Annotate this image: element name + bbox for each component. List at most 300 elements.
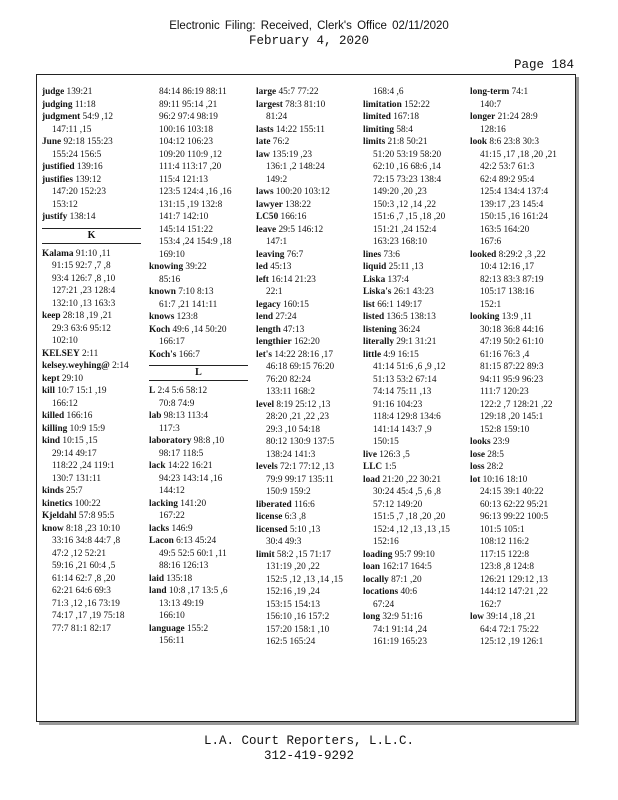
index-term: liquid — [363, 262, 387, 272]
index-reference: 98:13 113:4 — [161, 411, 209, 421]
index-reference: 96:13 99:22 100:5 — [480, 512, 549, 522]
index-term: look — [470, 137, 488, 147]
index-reference: 77:7 81:1 82:17 — [52, 623, 111, 634]
index-reference: 23:9 — [490, 437, 510, 447]
index-reference: 13:13 49:19 — [159, 598, 204, 609]
index-entry — [42, 136, 141, 161]
index-term: let's — [256, 349, 273, 360]
index-entry — [149, 535, 248, 573]
index-reference: 155:24 156:5 — [52, 149, 102, 160]
index-reference: 14:22 28:16 ,17 — [272, 349, 333, 360]
index-term: little — [363, 349, 382, 360]
index-reference: 8:6 23:8 30:3 — [487, 137, 539, 147]
index-entry — [42, 523, 141, 636]
index-reference: 2:14 — [109, 361, 129, 371]
index-reference: 126:21 129:12 ,13 — [480, 574, 548, 585]
index-reference: 138:14 — [67, 212, 96, 222]
index-entry-line — [256, 136, 355, 149]
index-term: KELSEY — [42, 348, 80, 359]
index-entry — [470, 311, 569, 436]
index-reference: 117:3 — [159, 423, 180, 434]
index-reference: 141:14 143:7 ,9 — [373, 424, 432, 435]
index-reference: 10:16 18:10 — [480, 474, 528, 485]
index-term: license — [256, 512, 283, 522]
index-entry — [149, 460, 248, 498]
index-term: June — [42, 137, 62, 147]
index-entry — [470, 86, 569, 111]
index-entry — [42, 498, 141, 511]
index-entry-line — [470, 449, 569, 462]
index-entry-line — [42, 410, 141, 423]
index-entry-line — [256, 86, 355, 99]
index-reference: 166:12 — [52, 398, 78, 409]
index-reference: 71:3 ,12 ,16 73:19 — [52, 598, 120, 609]
index-term: Lacon — [149, 536, 174, 546]
index-reference: 6:3 ,8 — [282, 512, 306, 522]
index-reference: 32:9 51:16 — [380, 612, 423, 622]
index-entry-line — [42, 348, 141, 361]
index-reference: 21:24 28:9 — [495, 112, 538, 122]
index-reference: 62:21 64:6 69:3 — [52, 586, 111, 596]
index-reference: 118:22 ,24 119:1 — [52, 461, 115, 471]
index-reference: 47:2 ,12 52:21 — [52, 548, 106, 559]
index-entry-line — [256, 99, 355, 112]
index-reference: 29:5 146:12 — [276, 224, 324, 235]
index-term: looks — [470, 437, 491, 447]
index-term: lab — [149, 411, 162, 421]
index-reference: 6:13 45:24 — [173, 536, 217, 546]
index-reference: 74:14 75:11 ,13 — [373, 387, 432, 397]
index-term: lend — [256, 312, 274, 322]
index-entry-line — [363, 311, 462, 324]
index-entry-line — [256, 549, 355, 562]
index-entry-line — [149, 573, 248, 586]
index-reference: 150:15 — [373, 437, 399, 447]
index-reference: 152:5 ,12 ,13 ,14 ,15 — [266, 574, 343, 585]
index-term: lengthier — [256, 337, 292, 347]
index-entry-line — [363, 124, 462, 137]
index-entry — [363, 286, 462, 299]
index-term: kinetics — [42, 498, 73, 509]
index-reference: 125:4 134:4 137:4 — [480, 187, 549, 197]
index-entry-line — [256, 511, 355, 524]
index-entry — [363, 549, 462, 562]
index-column-1 — [42, 86, 141, 714]
index-entry — [363, 299, 462, 312]
index-reference: 87:1 ,20 — [388, 574, 422, 585]
index-column-4 — [363, 86, 462, 714]
index-entry — [42, 161, 141, 174]
index-term: locally — [363, 574, 389, 585]
index-reference: 42:2 53:7 61:3 — [480, 162, 535, 172]
index-reference: 2:4 5:6 58:12 — [155, 386, 208, 396]
index-term: late — [256, 137, 271, 147]
index-term: longer — [470, 112, 496, 122]
index-term: limitation — [363, 99, 402, 110]
index-entry — [470, 474, 569, 612]
index-reference: 72:15 73:23 138:4 — [373, 174, 442, 185]
index-entry-line — [470, 311, 569, 324]
index-term: kept — [42, 373, 60, 384]
index-reference: 92:18 155:23 — [61, 137, 113, 147]
index-reference: 162:17 164:5 — [380, 562, 432, 572]
index-entry-line — [470, 611, 569, 624]
index-reference: 105:17 138:16 — [480, 287, 534, 297]
index-entry-line — [256, 186, 355, 199]
index-reference: 136:5 138:13 — [384, 312, 436, 322]
index-reference: 79:9 99:17 135:11 — [266, 474, 334, 485]
index-entry — [256, 124, 355, 137]
index-reference: 153:4 ,24 154:9 ,18 — [159, 237, 232, 247]
index-term: justified — [42, 162, 75, 172]
index-entry-line — [256, 149, 355, 162]
index-entry-line — [42, 248, 141, 261]
index-reference: 151:6 ,7 ,15 ,18 ,20 — [373, 212, 446, 222]
index-reference: 95:7 99:10 — [392, 549, 435, 560]
index-reference: 108:12 116:2 — [480, 537, 529, 547]
index-reference: 45:7 77:22 — [276, 87, 319, 97]
index-reference: 26:1 43:23 — [391, 287, 434, 297]
index-entry-line — [256, 349, 355, 362]
index-entry-line — [256, 224, 355, 237]
index-reference: 80:12 130:9 137:5 — [266, 437, 335, 447]
index-reference: 98:17 118:5 — [159, 448, 204, 459]
index-reference: 47:13 — [280, 324, 305, 335]
index-entry-line — [42, 360, 141, 373]
index-entry — [256, 311, 355, 324]
index-entry-line — [149, 385, 248, 398]
index-term: limiting — [363, 124, 394, 135]
index-reference: 88:16 126:13 — [159, 561, 209, 571]
index-reference: 147:11 ,15 — [52, 124, 92, 135]
index-entry-line — [256, 524, 355, 537]
index-term: led — [256, 262, 268, 272]
index-entry-line — [363, 349, 462, 362]
index-reference: 109:20 110:9 ,12 — [159, 149, 222, 160]
index-reference: 5:10 ,13 — [287, 524, 321, 535]
index-term: knowing — [149, 262, 184, 272]
index-term: LC50 — [256, 212, 279, 222]
index-term: list — [363, 299, 375, 310]
index-entry-line — [256, 499, 355, 512]
index-reference: 129:18 ,20 145:1 — [480, 412, 544, 422]
index-entry-line — [149, 585, 248, 598]
index-entry — [42, 423, 141, 436]
index-entry — [256, 186, 355, 199]
index-reference: 123:8 ,8 124:8 — [480, 562, 534, 572]
index-entry — [363, 86, 462, 99]
index-reference: 152:8 159:10 — [480, 424, 530, 435]
filing-date: February 4, 2020 — [248, 34, 370, 48]
index-entry-line — [42, 136, 141, 149]
index-reference: 123:8 — [174, 312, 198, 322]
index-reference: 51:13 53:2 67:14 — [373, 374, 437, 385]
index-term: language — [149, 623, 185, 634]
index-reference: 145:14 151:22 — [159, 224, 213, 235]
index-reference: 156:11 — [159, 636, 185, 646]
index-entry-line — [149, 261, 248, 274]
index-reference: 152:22 — [401, 99, 430, 110]
index-term: kelsey.weyhing@ — [42, 361, 110, 371]
index-term: listed — [363, 312, 385, 322]
index-term: long — [363, 612, 381, 622]
index-reference: 47:19 50:2 61:10 — [480, 337, 544, 347]
index-reference: 81:24 — [266, 112, 288, 122]
index-entry-line — [149, 535, 248, 548]
index-reference: 153:15 154:13 — [266, 599, 320, 610]
index-reference: 101:5 105:1 — [480, 524, 525, 535]
index-entry — [470, 111, 569, 136]
index-entry — [363, 274, 462, 287]
index-entry-line — [363, 461, 462, 474]
index-reference: 138:24 141:3 — [266, 449, 316, 460]
index-term: left — [256, 274, 269, 285]
index-reference: 135:19 ,23 — [269, 149, 313, 160]
index-entry-line — [42, 523, 141, 536]
index-reference: 139:17 ,23 145:4 — [480, 199, 544, 210]
index-entry — [42, 248, 141, 311]
index-reference: 1:5 — [382, 462, 397, 472]
index-reference: 93:4 126:7 ,8 ,10 — [52, 273, 116, 284]
index-entry — [363, 336, 462, 349]
index-reference: 74:17 ,17 ,19 75:18 — [52, 611, 125, 621]
index-entry — [256, 299, 355, 312]
index-entry — [363, 124, 462, 137]
index-reference: 166:7 — [176, 349, 200, 360]
index-entry — [149, 261, 248, 286]
page-number: Page 184 — [513, 58, 574, 72]
index-entry-line — [42, 373, 141, 386]
index-column-3 — [256, 86, 355, 714]
index-reference: 166:10 — [159, 611, 185, 621]
index-reference: 67:24 — [373, 599, 395, 610]
index-entry — [42, 435, 141, 485]
index-reference: 84:14 86:19 88:11 — [159, 87, 227, 97]
index-term: long-term — [470, 87, 510, 97]
index-entry — [470, 136, 569, 249]
index-term: lawyer — [256, 199, 283, 210]
index-reference: 74:1 — [509, 87, 529, 97]
index-entry — [256, 249, 355, 262]
index-term: land — [149, 586, 167, 596]
index-entry-line — [363, 549, 462, 562]
index-term: limit — [256, 549, 275, 560]
index-reference: 8:29:2 ,3 ,22 — [496, 249, 546, 260]
index-reference: 152:16 — [373, 537, 399, 547]
index-reference: 169:10 — [159, 249, 185, 260]
index-entry-line — [363, 324, 462, 337]
index-reference: 82:13 83:3 87:19 — [480, 274, 544, 285]
index-reference: 104:12 106:23 — [159, 137, 213, 147]
index-reference: 150:9 159:2 — [266, 487, 311, 497]
index-reference: 78:3 81:10 — [282, 99, 326, 110]
index-reference: 7:10 8:13 — [175, 287, 214, 297]
index-entry — [149, 523, 248, 536]
index-entry-line — [470, 136, 569, 149]
index-reference: 28:20 ,21 ,22 ,23 — [266, 412, 330, 422]
index-entry-line — [42, 423, 141, 436]
index-reference: 33:16 34:8 44:7 ,8 — [52, 536, 121, 546]
index-reference: 94:23 143:14 ,16 — [159, 473, 223, 484]
index-entry — [256, 336, 355, 349]
index-entry — [42, 485, 141, 498]
index-entry — [42, 360, 141, 373]
index-reference: 64:4 72:1 75:22 — [480, 624, 539, 635]
index-entry — [42, 99, 141, 112]
index-reference: 72:1 77:12 ,13 — [277, 462, 334, 472]
index-entry — [149, 498, 248, 523]
index-entry-line — [470, 436, 569, 449]
index-entry-line — [470, 111, 569, 124]
index-entry — [363, 324, 462, 337]
index-term: LLC — [363, 462, 383, 472]
index-reference: 81:15 87:22 89:3 — [480, 362, 544, 372]
index-entry-line — [42, 510, 141, 523]
index-entry-line — [363, 299, 462, 312]
index-term: lose — [470, 449, 485, 460]
index-reference: 144:12 — [159, 486, 185, 496]
index-reference: 141:20 — [177, 498, 207, 509]
index-reference: 91:10 ,11 — [73, 248, 111, 259]
index-reference: 111:7 120:23 — [480, 387, 529, 397]
index-reference: 14:22 16:21 — [165, 461, 213, 471]
index-reference: 66:1 149:17 — [374, 299, 422, 310]
index-entry — [363, 111, 462, 124]
index-reference: 57:12 149:20 — [373, 499, 423, 510]
index-entry-line — [256, 261, 355, 274]
section-letter: K — [42, 228, 141, 244]
index-reference: 10:15 ,15 — [60, 436, 98, 446]
index-term: looking — [470, 312, 500, 322]
index-reference: 100:16 103:18 — [159, 124, 213, 135]
index-entry-line — [256, 274, 355, 287]
index-reference: 150:3 ,12 ,14 ,22 — [373, 199, 437, 210]
index-entry — [42, 385, 141, 410]
index-entry — [256, 324, 355, 337]
index-reference: 62:4 89:2 95:4 — [480, 174, 535, 185]
index-term: kinds — [42, 486, 64, 496]
index-entry — [149, 349, 248, 362]
index-term: killed — [42, 411, 65, 421]
index-frame — [36, 74, 576, 722]
index-entry-line — [363, 611, 462, 624]
index-reference: 127:21 ,23 128:4 — [52, 286, 116, 296]
index-entry-line — [42, 99, 141, 112]
index-reference: 162:7 — [480, 599, 502, 610]
index-reference: 36:24 — [396, 324, 421, 335]
index-term: largest — [256, 99, 283, 110]
index-reference: 28:2 — [484, 462, 504, 472]
index-entry — [256, 99, 355, 124]
index-entry-line — [363, 274, 462, 287]
index-entry — [363, 261, 462, 274]
index-reference: 155:2 — [184, 623, 209, 634]
index-entry — [42, 211, 141, 224]
index-term: Koch's — [149, 349, 177, 360]
index-entry — [256, 399, 355, 462]
index-reference: 115:4 121:13 — [159, 174, 208, 185]
index-reference: 73:6 — [381, 249, 400, 260]
index-entry-line — [256, 299, 355, 312]
index-reference: 76:2 — [270, 137, 290, 147]
index-reference: 28:18 ,19 ,21 — [60, 311, 113, 321]
index-entry-line — [256, 461, 355, 474]
index-term: lacks — [149, 523, 170, 534]
index-reference: 139:21 — [64, 87, 93, 97]
index-entry-line — [363, 249, 462, 262]
index-term: law — [256, 149, 270, 160]
index-entry-line — [363, 474, 462, 487]
index-reference: 61:16 76:3 ,4 — [480, 349, 530, 360]
index-entry-line — [42, 86, 141, 99]
index-reference: 94:11 95:9 96:23 — [480, 374, 544, 385]
index-entry — [256, 499, 355, 512]
index-reference: 152:1 — [480, 299, 502, 310]
index-entry-line — [149, 349, 248, 362]
index-reference: 51:20 53:19 58:20 — [373, 149, 442, 160]
index-reference: 2:11 — [79, 348, 99, 359]
index-entry-line — [149, 410, 248, 423]
index-reference: 153:12 — [52, 199, 78, 210]
index-reference: 41:15 ,17 ,18 ,20 ,21 — [480, 149, 557, 160]
index-reference: 152:16 ,19 ,24 — [266, 587, 320, 597]
index-reference: 13:9 ,11 — [499, 312, 532, 322]
index-entry — [42, 174, 141, 212]
index-entry — [149, 86, 248, 261]
index-term: justifies — [42, 174, 73, 185]
index-reference: 58:4 — [394, 124, 413, 135]
index-term: lot — [470, 474, 481, 485]
index-entry — [256, 224, 355, 249]
index-entry — [363, 611, 462, 649]
index-term: loan — [363, 562, 381, 572]
index-entry — [470, 449, 569, 462]
index-entry-line — [363, 286, 462, 299]
index-term: locations — [363, 587, 399, 597]
index-reference: 160:15 — [280, 299, 309, 310]
index-term: know — [42, 523, 64, 534]
index-reference: 91:15 92:7 ,7 ,8 — [52, 261, 111, 271]
index-reference: 61:7 ,21 141:11 — [159, 299, 218, 310]
index-term: loss — [470, 462, 485, 472]
index-reference: 118:4 129:8 134:6 — [373, 412, 441, 422]
index-reference: 10:4 12:16 ,17 — [480, 262, 534, 272]
index-entry-line — [470, 461, 569, 474]
index-reference: 39:14 ,18 ,21 — [483, 612, 536, 622]
index-entry-line — [256, 199, 355, 212]
index-term: levels — [256, 462, 278, 472]
index-entry-line — [42, 498, 141, 511]
index-entry — [363, 586, 462, 611]
index-entry-line — [42, 385, 141, 398]
index-term: known — [149, 287, 176, 297]
index-reference: 151:5 ,7 ,18 ,20 ,20 — [373, 512, 446, 522]
index-reference: 156:10 ,16 157:2 — [266, 612, 330, 622]
index-reference: 10:8 ,17 13:5 ,6 — [166, 586, 228, 596]
index-entry-line — [42, 310, 141, 323]
index-entry-line — [470, 474, 569, 487]
index-reference: 162:5 165:24 — [266, 637, 316, 647]
index-reference: 167:18 — [390, 112, 420, 122]
index-reference: 25:11 ,13 — [386, 262, 424, 272]
index-entry — [42, 410, 141, 423]
index-term: kind — [42, 436, 61, 446]
index-reference: 163:23 168:10 — [373, 237, 427, 247]
index-reference: 54:9 ,12 — [80, 112, 114, 122]
index-entry — [256, 511, 355, 524]
index-entry-line — [363, 574, 462, 587]
index-term: licensed — [256, 524, 288, 535]
